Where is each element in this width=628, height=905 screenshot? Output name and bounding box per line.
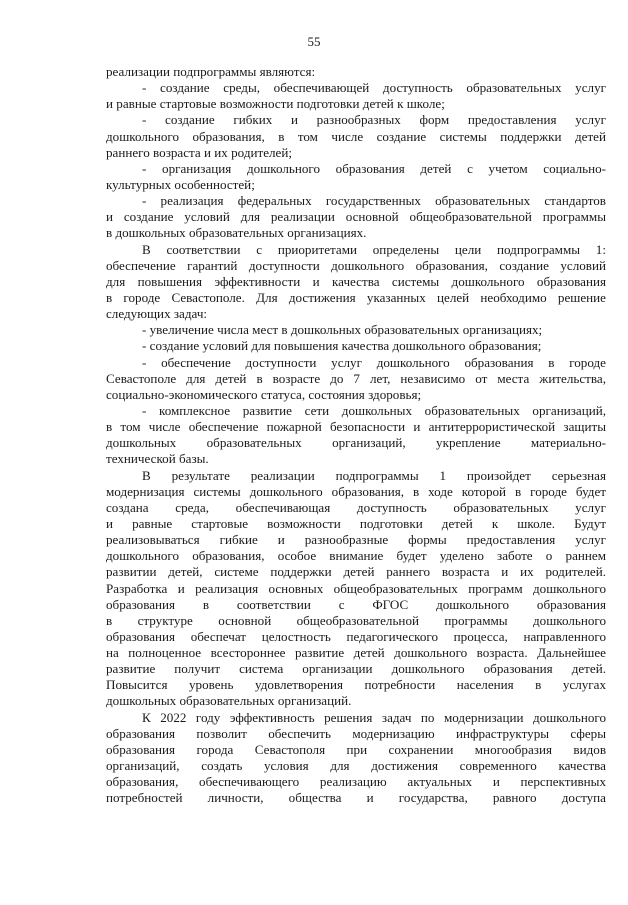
text-line: в дошкольных образовательных организациях. xyxy=(106,225,367,241)
text-line: образования позволит обеспечить модернизацию инфраструктуры сферы xyxy=(106,725,606,741)
text-line: потребностей личности, общества и государства, равного доступа xyxy=(106,790,606,806)
text-line: образования города Севастополя при сохранении многообразия видов xyxy=(106,741,606,757)
text-line: - создание среды, обеспечивающей доступность образовательных услуг xyxy=(142,80,606,96)
text-line: - комплексное развитие сети дошкольных образовательных организаций, xyxy=(142,402,606,418)
text-line: Повысится уровень удовлетворения потребности населения в услугах xyxy=(106,677,606,693)
text-line: - реализация федеральных государственных образовательных стандартов xyxy=(142,193,606,209)
text-line: культурных особенностей; xyxy=(106,176,255,192)
text-line: для повышения эффективности и качества системы дошкольного образования xyxy=(106,273,606,289)
text-line: В соответствии с приоритетами определены цели подпрограммы 1: xyxy=(142,241,606,257)
text-line: и создание условий для реализации основной общеобразовательной программы xyxy=(106,209,606,225)
text-line: раннего возраста и их родителей; xyxy=(106,144,293,160)
text-line: реализации подпрограммы являются: xyxy=(106,64,316,79)
text-line: создана среда, обеспечивающая доступность образовательных услуг xyxy=(106,499,606,515)
text-line: образования, обеспечивающего реализацию актуальных и перспективных xyxy=(106,774,606,790)
text-line: развитие получит система организации дошкольного образования детей. xyxy=(106,661,606,677)
text-line: - создание условий для повышения качества дошкольного образования; xyxy=(142,338,542,354)
text-line: - создание гибких и разнообразных форм предоставления услуг xyxy=(142,112,606,128)
text-line: В результате реализации подпрограммы 1 произойдет серьезная xyxy=(142,467,606,483)
text-line: на полноценное всестороннее развитие детей дошкольного возраста. Дальнейшее xyxy=(106,645,606,661)
text-line: К 2022 году эффективность решения задач по модернизации дошкольного xyxy=(142,709,606,725)
text-line: обеспечение гарантий доступности дошкольного образования, создание условий xyxy=(106,257,606,273)
text-line: в структуре основной общеобразовательной программы дошкольного xyxy=(106,612,606,628)
text-line: реализовываться гибкие и разнообразные формы предоставления услуг xyxy=(106,532,606,548)
text-line: и равные стартовые возможности подготовки детей к школе. Будут xyxy=(106,515,606,531)
text-line: социально-экономического статуса, состояния здоровья; xyxy=(106,386,422,402)
text-line: развитии детей, системе поддержки детей раннего возраста и их родителей. xyxy=(106,564,606,580)
text-line: Севастополе для детей в возрасте до 7 лет, независимо от места жительства, xyxy=(106,370,606,386)
text-line: и равные стартовые возможности подготовки детей к школе; xyxy=(106,96,445,112)
text-line: образования обеспечат целостность педагогического процесса, направленного xyxy=(106,628,606,644)
text-line: в городе Севастополе. Для достижения указанных целей необходимо решение xyxy=(106,289,606,305)
text-line: дошкольных образовательных организаций, укрепление материально- xyxy=(106,435,606,451)
text-line: Разработка и реализация основных общеобразовательных программ дошкольного xyxy=(106,580,606,596)
text-line: дошкольного образования, в том числе создание системы поддержки детей xyxy=(106,128,606,144)
page-number: 55 xyxy=(307,34,321,49)
text-line: технической базы. xyxy=(106,451,209,467)
document-body xyxy=(106,64,606,806)
text-line: - увеличение числа мест в дошкольных образовательных организациях; xyxy=(142,322,543,338)
text-line: в том числе обеспечение пожарной безопасности и антитеррористической защиты xyxy=(106,419,606,435)
text-line: организаций, создать условия для достижения современного качества xyxy=(106,758,606,774)
text-line: - обеспечение доступности услуг дошкольного образования в городе xyxy=(142,354,606,370)
text-line: образования в соответствии с ФГОС дошкольного образования xyxy=(106,596,606,612)
text-line: - организация дошкольного образования детей с учетом социально- xyxy=(142,160,606,176)
text-line: дошкольных образовательных организаций. xyxy=(106,693,352,709)
text-line: модернизация системы дошкольного образования, в ходе которой в городе будет xyxy=(106,483,606,499)
text-line: дошкольного образования, особое внимание будет уделено заботе о раннем xyxy=(106,548,606,564)
text-line: следующих задач: xyxy=(106,306,208,322)
